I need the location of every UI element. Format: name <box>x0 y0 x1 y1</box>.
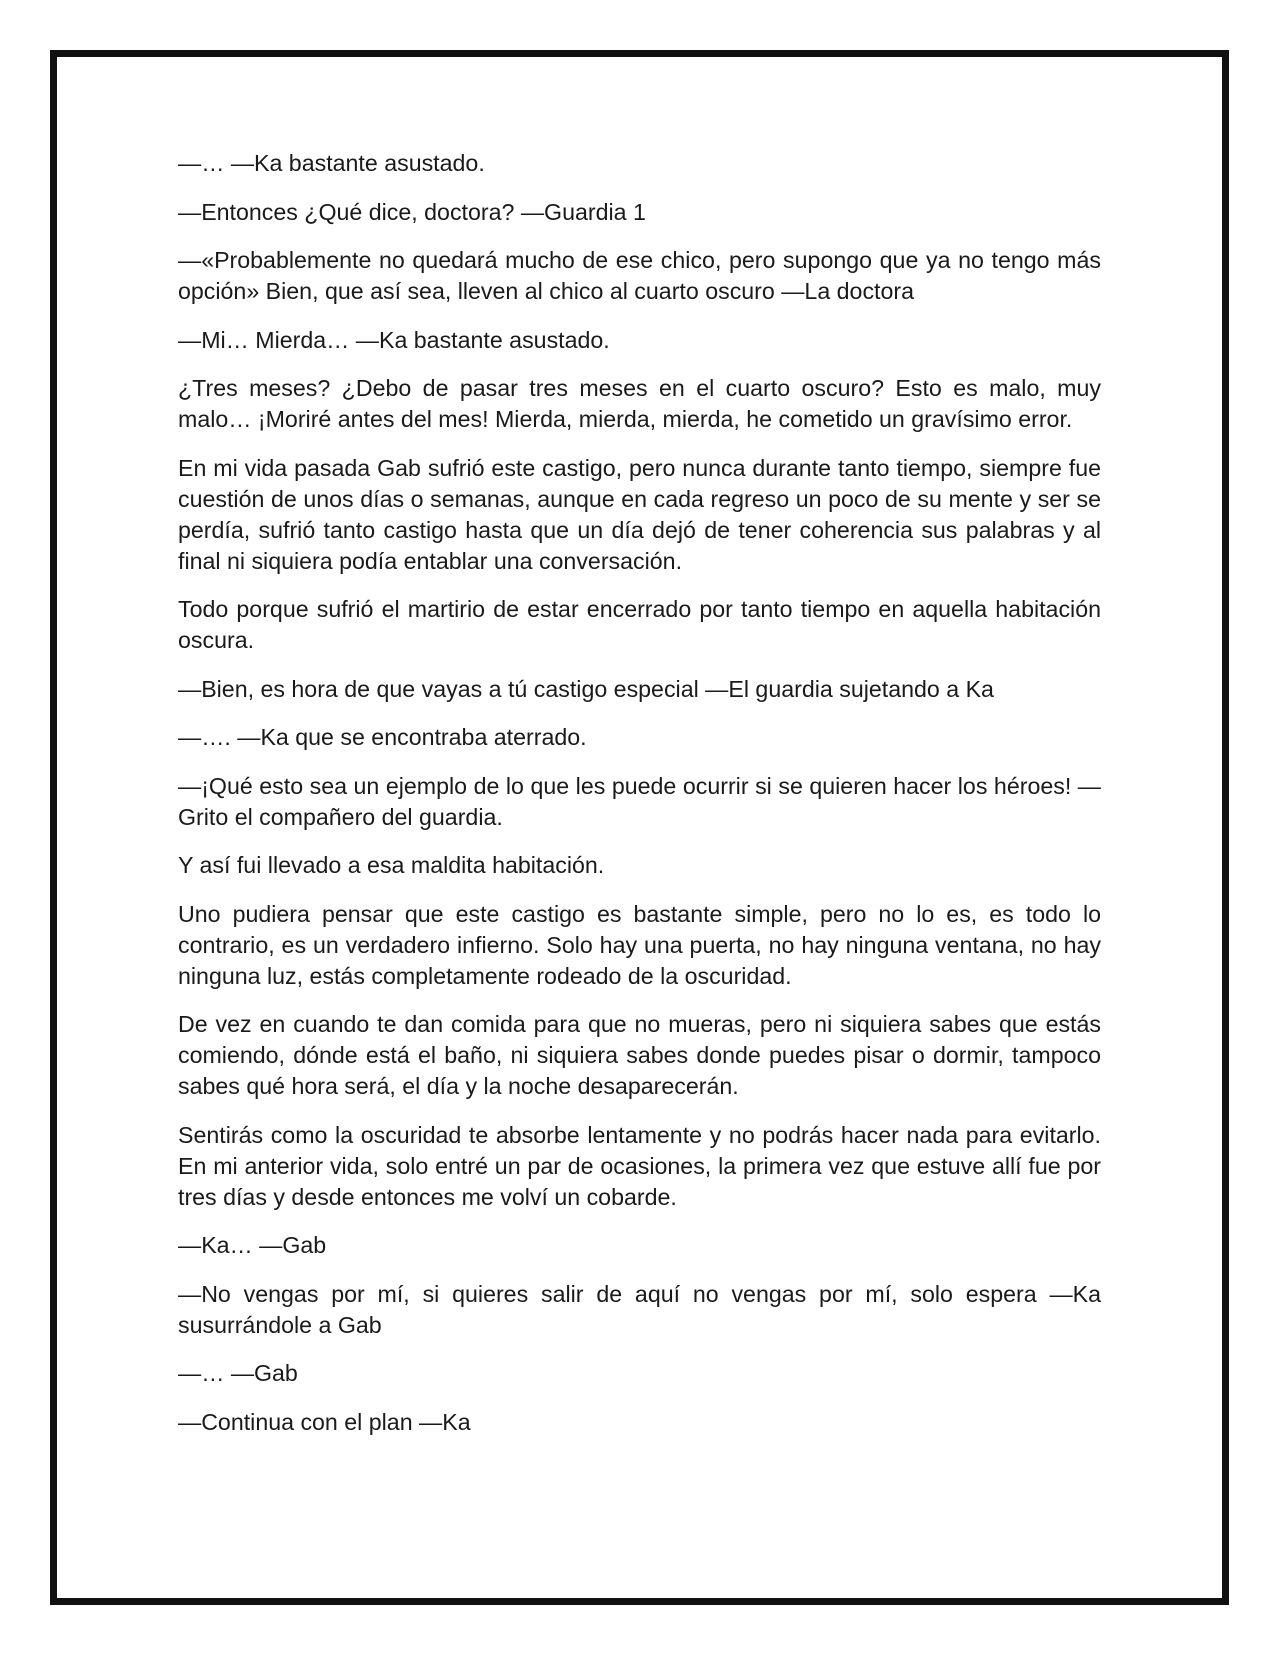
paragraph: Sentirás como la oscuridad te absorbe lentamente y no podrás hacer nada para evitarlo. En mi anterior vida, solo entré un par de ocasiones, la primera vez que estuve allí fue por tres días y desde entonces me volví un cobarde. <box>178 1121 1101 1210</box>
paragraph: —… —Ka bastante asustado. <box>178 150 485 176</box>
paragraph: De vez en cuando te dan comida para que no mueras, pero ni siquiera sabes que estás comiendo, dónde está el baño, ni siquiera sabes donde puedes pisar o dormir, tampoco sabes qué hora será, el día y la noche desaparecerán. <box>178 1011 1101 1099</box>
paragraph: Uno pudiera pensar que este castigo es bastante simple, pero no lo es, es todo lo contrario, es un verdadero infierno. Solo hay una puerta, no hay ninguna ventana, no hay ninguna luz, estás completamente rodeado de la oscuridad. <box>178 900 1101 989</box>
paragraph: En mi vida pasada Gab sufrió este castigo, pero nunca durante tanto tiempo, siempre fue cuestión de unos días o semanas, aunque en cada regreso un poco de su mente y ser se perdía, sufrió tanto castigo hasta que un día dejó de tener coherencia sus palabras y al final ni siquiera podía entablar una conversación. <box>178 454 1101 574</box>
page-body <box>178 148 1101 1455</box>
paragraph: Y así fui llevado a esa maldita habitación. <box>178 852 605 878</box>
paragraph: —«Probablemente no quedará mucho de ese chico, pero supongo que ya no tengo más opción» Bien, que así sea, lleven al chico al cuarto oscuro —La doctora <box>178 247 1101 304</box>
paragraph: —Entonces ¿Qué dice, doctora? —Guardia 1 <box>178 198 646 225</box>
paragraph: —No vengas por mí, si quieres salir de aquí no vengas por mí, solo espera —Ka susurrándole a Gab <box>178 1280 1101 1338</box>
paragraph: —Bien, es hora de que vayas a tú castigo especial —El guardia sujetando a Ka <box>178 675 994 702</box>
paragraph: Todo porque sufrió el martirio de estar encerrado por tanto tiempo en aquella habitación oscura. <box>178 596 1101 653</box>
paragraph: —… —Gab <box>178 1360 298 1386</box>
paragraph: —Continua con el plan —Ka <box>178 1408 471 1435</box>
paragraph: —Mi… Mierda… —Ka bastante asustado. <box>178 326 610 353</box>
paragraph: —¡Qué esto sea un ejemplo de lo que les puede ocurrir si se quieren hacer los héroes! —Grito el compañero del guardia. <box>178 772 1101 830</box>
paragraph: ¿Tres meses? ¿Debo de pasar tres meses en el cuarto oscuro? Esto es malo, muy malo… ¡Moriré antes del mes! Mierda, mierda, mierda, he cometido un gravísimo error. <box>178 375 1101 432</box>
paragraph: —Ka… —Gab <box>178 1232 327 1258</box>
paragraph: —…. —Ka que se encontraba aterrado. <box>178 724 587 750</box>
